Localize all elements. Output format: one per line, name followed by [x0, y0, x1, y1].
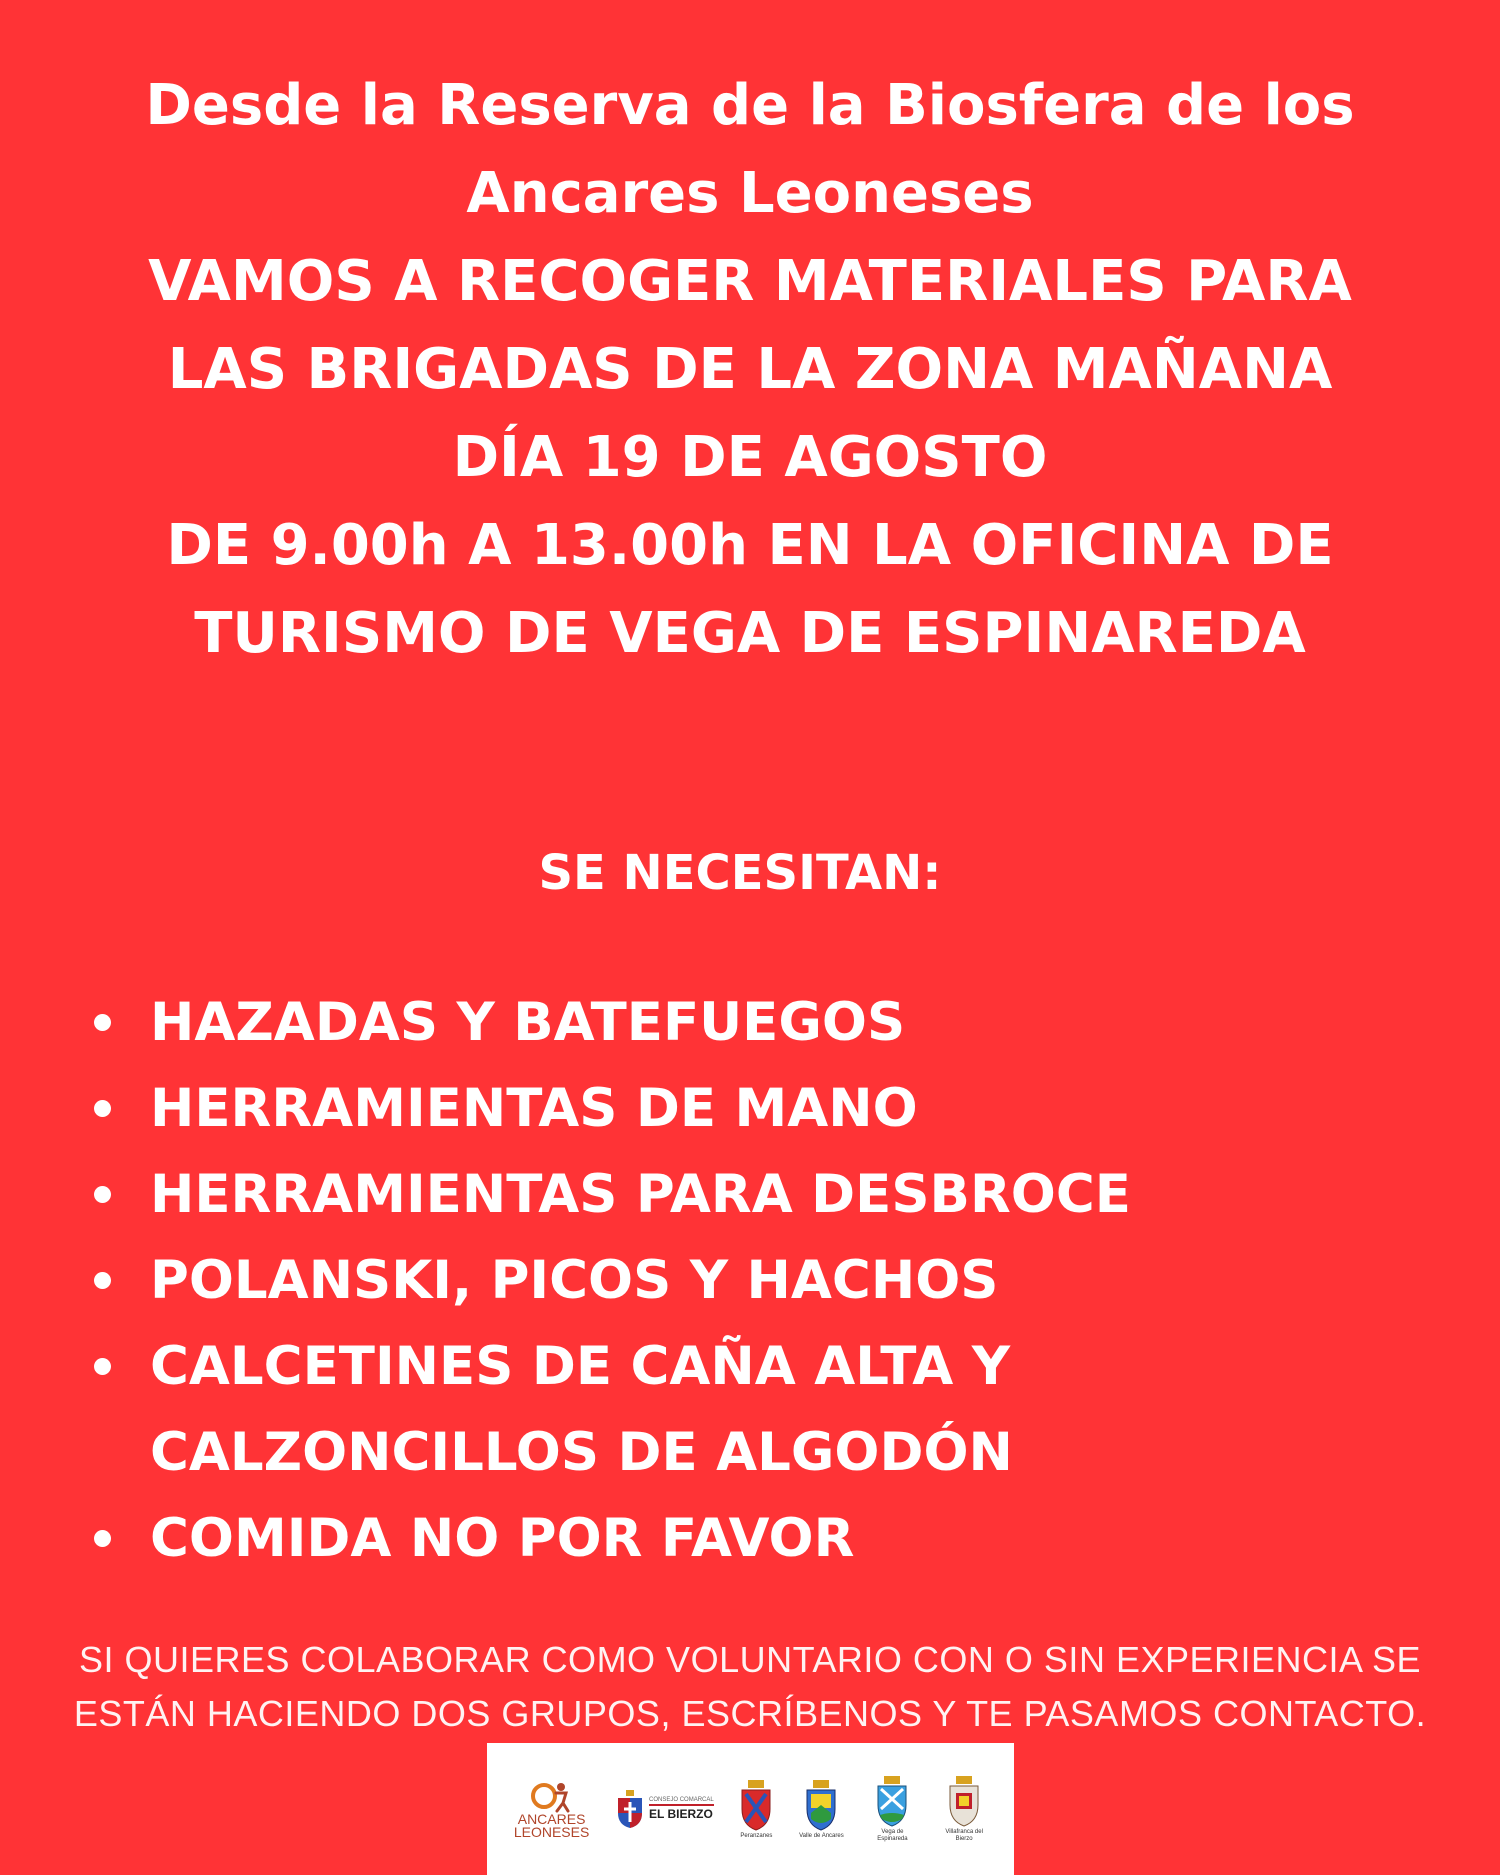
vega-de-espinareda-shield-icon	[875, 1775, 909, 1827]
bierzo-shield-icon	[615, 1789, 645, 1829]
list-item-label: HERRAMIENTAS DE MANO	[150, 1078, 918, 1139]
bullet-icon	[94, 1100, 111, 1117]
list-item	[94, 1496, 1131, 1582]
list-item-continuation	[94, 1410, 1131, 1496]
valle-de-ancares-caption: Valle de Ancares	[799, 1832, 844, 1839]
headline	[0, 62, 1500, 678]
comarca-text	[649, 1797, 714, 1821]
list-item-label: CALZONCILLOS DE ALGODÓN	[150, 1422, 1013, 1483]
ancares-emblem-icon	[530, 1779, 574, 1813]
list-item-label: HERRAMIENTAS PARA DESBROCE	[150, 1164, 1131, 1225]
comarca-main-label: EL BIERZO	[649, 1804, 714, 1821]
peranzanes-caption: Peranzanes	[740, 1832, 773, 1839]
peranzanes-logo	[739, 1779, 773, 1840]
ancares-logo-text: LEONESES	[513, 1824, 590, 1840]
headline-line: VAMOS A RECOGER MATERIALES PARA	[148, 249, 1352, 314]
valle-de-ancares-logo	[799, 1779, 844, 1840]
vega-de-espinareda-caption: Vega de Espinareda	[877, 1829, 908, 1842]
comarca-row	[615, 1789, 714, 1829]
valle-de-ancares-shield-icon	[804, 1779, 838, 1831]
list-item-label: CALCETINES DE CAÑA ALTA Y	[150, 1336, 1011, 1397]
needs-title: SE NECESITAN:	[538, 845, 942, 901]
list-item-label: HAZADAS Y BATEFUEGOS	[150, 992, 906, 1053]
headline-line: LAS BRIGADAS DE LA ZONA MAÑANA	[167, 337, 1333, 402]
list-item-label: POLANSKI, PICOS Y HACHOS	[150, 1250, 999, 1311]
bullet-icon	[94, 1358, 111, 1375]
volunteer-note	[0, 1633, 1500, 1741]
bullet-icon	[94, 1530, 111, 1547]
list-item	[94, 1238, 1131, 1324]
volunteer-note-line: ESTÁN HACIENDO DOS GRUPOS, ESCRÍBENOS Y TE PASAMOS CONTACTO.	[73, 1693, 1427, 1734]
vega-de-espinareda-logo	[869, 1775, 915, 1843]
list-item	[94, 980, 1131, 1066]
villafranca-shield-icon	[947, 1775, 981, 1827]
volunteer-note-line: SI QUIERES COLABORAR COMO VOLUNTARIO CON O SIN EXPERIENCIA SE	[78, 1639, 1422, 1680]
bullet-icon	[94, 1014, 111, 1031]
consejo-comarcal-logo	[615, 1789, 714, 1829]
headline-line: DE 9.00h A 13.00h EN LA OFICINA DE	[166, 513, 1334, 578]
peranzanes-shield-icon	[739, 1779, 773, 1831]
villafranca-caption: Villafranca del Bierzo	[945, 1829, 983, 1842]
comarca-top-label: CONSEJO COMARCAL	[649, 1797, 714, 1803]
list-item	[94, 1324, 1131, 1410]
needs-list	[94, 980, 1131, 1582]
sponsor-logos	[487, 1743, 1014, 1875]
list-item	[94, 1152, 1131, 1238]
bullet-icon	[94, 1186, 111, 1203]
list-item-label: COMIDA NO POR FAVOR	[150, 1508, 855, 1569]
headline-line: DÍA 19 DE AGOSTO	[452, 425, 1048, 490]
list-item	[94, 1066, 1131, 1152]
bullet-icon	[94, 1272, 111, 1289]
ancares-leoneses-logo	[514, 1779, 589, 1839]
headline-line: TURISMO DE VEGA DE ESPINAREDA	[194, 601, 1306, 666]
headline-line: Ancares Leoneses	[466, 161, 1034, 226]
ancares-logo-text: ANCARES	[517, 1811, 586, 1827]
headline-line: Desde la Reserva de la Biosfera de los	[145, 73, 1355, 138]
villafranca-del-bierzo-logo	[941, 1775, 987, 1843]
